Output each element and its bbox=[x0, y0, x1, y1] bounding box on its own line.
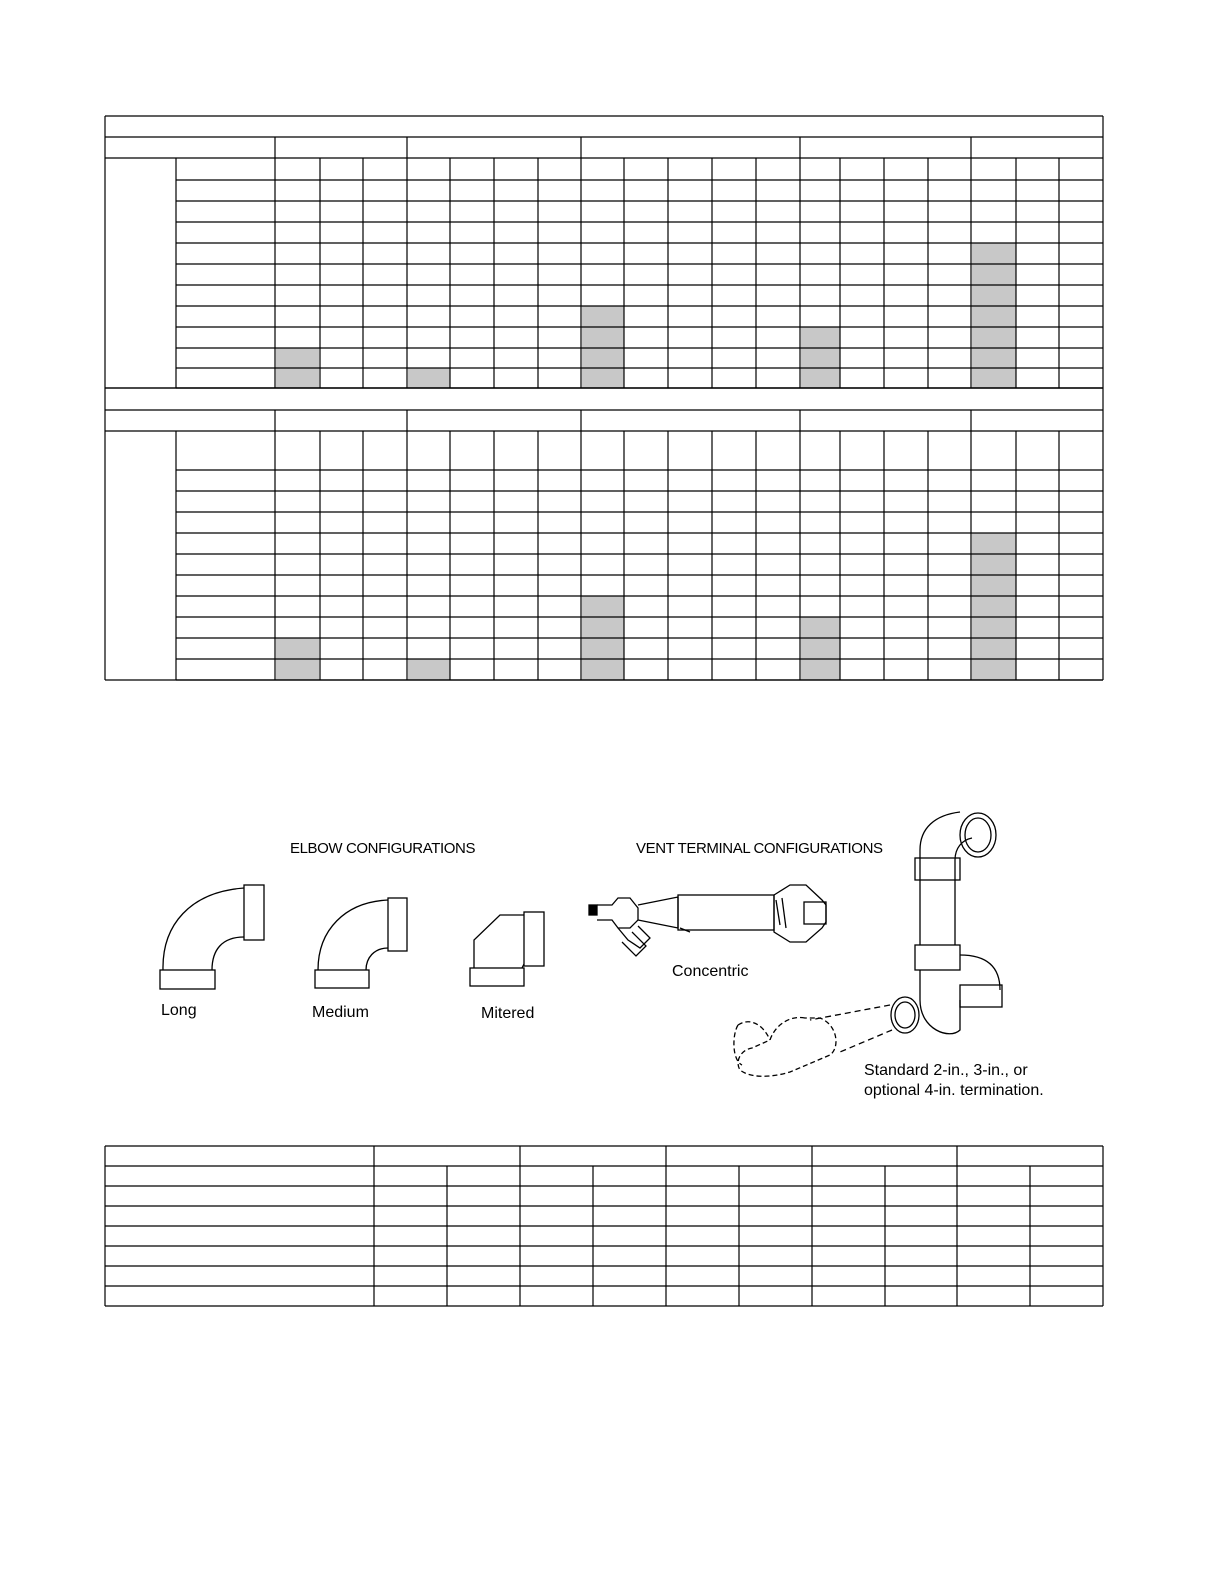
concentric-vent-illustration bbox=[589, 885, 826, 956]
vent-length-table-lower bbox=[105, 388, 1103, 680]
medium-elbow-illustration bbox=[315, 898, 407, 988]
long-elbow-illustration bbox=[160, 885, 264, 989]
shaded-cell bbox=[972, 243, 1016, 388]
shaded-cell bbox=[582, 306, 624, 388]
shaded-cell bbox=[408, 368, 450, 388]
shaded-cell bbox=[801, 327, 840, 388]
shaded-cell bbox=[408, 659, 450, 680]
mitered-elbow-illustration bbox=[470, 912, 544, 986]
equivalent-length-table bbox=[105, 1146, 1103, 1306]
concentric-label: Concentric bbox=[672, 963, 749, 980]
long-elbow-label: Long bbox=[161, 1002, 197, 1019]
termination-label-line2: optional 4-in. termination. bbox=[864, 1082, 1044, 1099]
vent-terminal-configurations-title: VENT TERMINAL CONFIGURATIONS bbox=[636, 840, 883, 857]
medium-elbow-label: Medium bbox=[312, 1004, 369, 1021]
vent-length-table-upper bbox=[105, 116, 1103, 388]
shaded-cell bbox=[972, 533, 1016, 680]
termination-label-line1: Standard 2-in., 3-in., or bbox=[864, 1062, 1028, 1079]
shaded-cell bbox=[801, 617, 840, 680]
mitered-elbow-label: Mitered bbox=[481, 1005, 535, 1022]
elbow-configurations-title: ELBOW CONFIGURATIONS bbox=[290, 840, 476, 857]
